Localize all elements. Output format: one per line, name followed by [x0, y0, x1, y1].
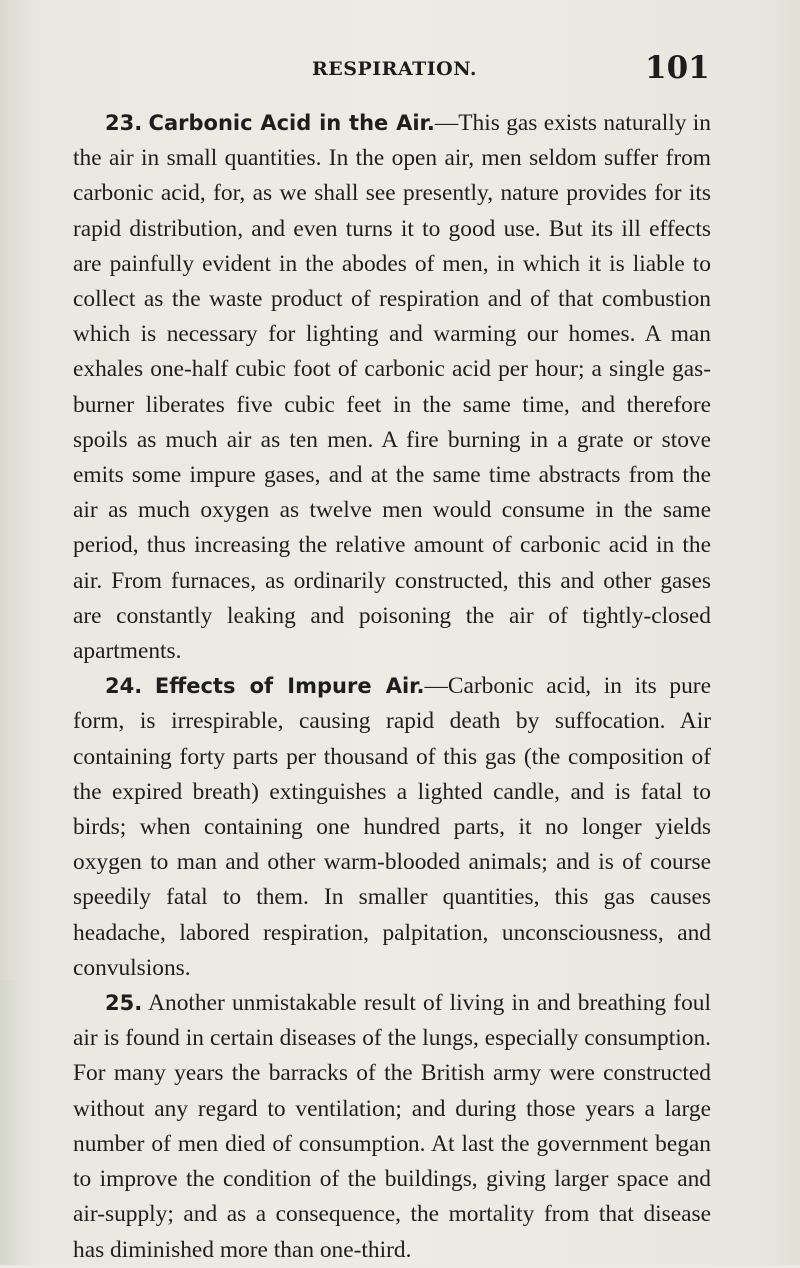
- paragraph-25: [73, 986, 711, 1268]
- body-text: [73, 106, 711, 1268]
- section-heading: Effects of Impure Air.: [154, 674, 425, 699]
- paragraph-text: Another unmistakable result of living in and breathing foul air is found in certain diseases of the lungs, especially consumption. For many years the barracks of the British army were constructed without any regard to ventilation; and during those years a large number of men died of consumption. At last the government began to improve the condition of the buildings, giving larger space and air-supply; and as a consequence, the mortality from that disease has diminished more than one-third.: [73, 990, 711, 1263]
- section-heading: Carbonic Acid in the Air.: [148, 111, 435, 135]
- paragraph-24: [73, 669, 711, 986]
- running-header: [0, 50, 800, 98]
- paragraph-23: [73, 106, 711, 669]
- section-number: 24.: [105, 674, 143, 699]
- page-edge-stain: [0, 980, 22, 1265]
- paragraph-text: —This gas exists naturally in the air in small quantities. In the open air, men seldom suffer from carbonic acid, for, as we shall see presently, nature provides for its rapid distribution, and even turns it to good use. But its ill effects are painfully evident in the abodes of men, in which it is liable to collect as the waste product of respiration and of that combustion which is necessary for lighting and warming our homes. A man exhales one-half cubic foot of carbonic acid per hour; a single gas-burner liberates five cubic feet in the same time, and therefore spoils as much air as ten men. A fire burning in a grate or stove emits some impure gases, and at the same time abstracts from the air as much oxygen as twelve men would consume in the same period, thus increasing the relative amount of carbonic acid in the air. From furnaces, as ordinarily constructed, this and other gases are constantly leaking and poisoning the air of tightly-closed apartments.: [73, 110, 712, 665]
- page-number: 101: [645, 50, 710, 86]
- running-title: RESPIRATION.: [312, 58, 478, 80]
- section-number: 23.: [105, 111, 143, 135]
- paragraph-text: —Carbonic acid, in its pure form, is irrespirable, causing rapid death by suffocation. Air containing forty parts per thousand of this gas (the composition of the expired breath) extinguishes a lighted candle, and is fatal to birds; when containing one hundred parts, it no longer yields oxygen to man and other warm-blooded animals; and is of course speedily fatal to them. In smaller quantities, this gas causes headache, labored respiration, palpitation, unconsciousness, and convulsions.: [73, 673, 711, 981]
- section-number: 25.: [105, 991, 143, 1016]
